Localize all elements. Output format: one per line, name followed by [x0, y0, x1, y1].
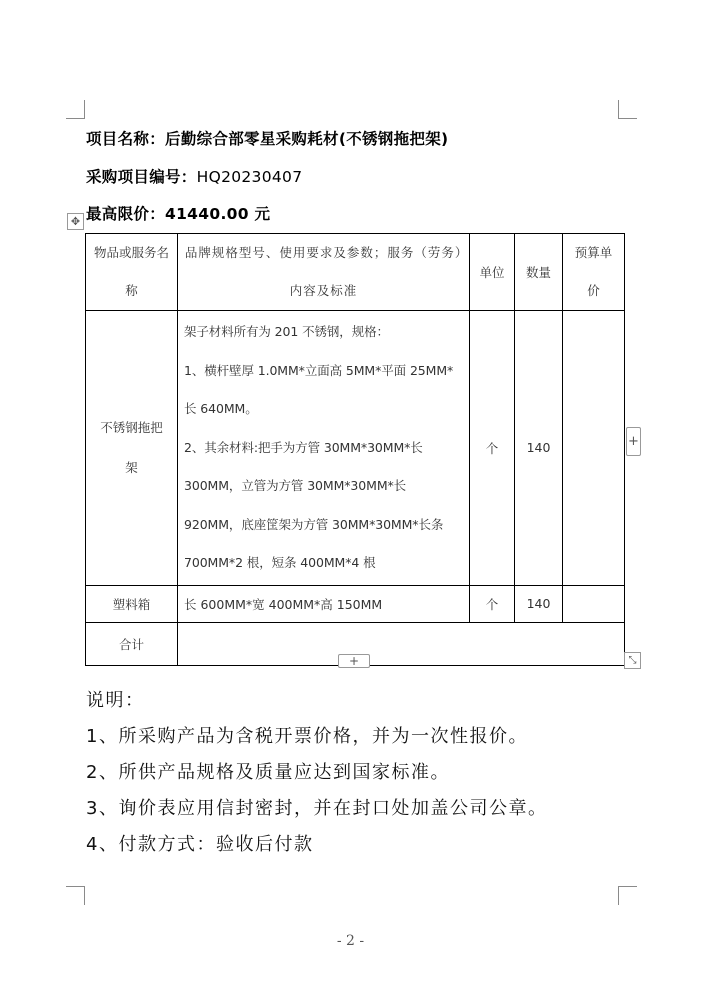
spec-line: 1、横杆壁厚 1.0MM*立面高 5MM*平面 25MM*长 640MM。 [184, 362, 454, 416]
crop-mark-bottom-left [66, 886, 85, 905]
project-number-value: HQ20230407 [196, 168, 303, 186]
crop-mark-top-left [66, 100, 85, 119]
header-qty: 数量 [515, 234, 563, 311]
spec-line: 2、其余材料:把手为方管 30MM*30MM*长 300MM，立管为方管 30MM*30MM*长 920MM，底座筐架为方管 30MM*30MM*长条 700MM*2 根，短条 400MM*4 根 [184, 439, 444, 570]
notes-title: 说明： [86, 690, 145, 711]
header-spec: 品牌规格型号、使用要求及参数；服务（劳务）内容及标准 [178, 234, 470, 311]
project-name-label: 项目名称： [86, 130, 166, 148]
add-column-plus-icon[interactable]: + [626, 427, 641, 456]
project-number-line [86, 165, 302, 187]
notes-section [86, 683, 547, 863]
project-name-line [86, 127, 448, 149]
crop-mark-top-right [618, 100, 637, 119]
total-value [178, 622, 625, 665]
row-item-name: 塑料箱 [86, 585, 178, 622]
row-spec [178, 585, 470, 622]
row-budget [563, 311, 625, 586]
row-unit: 个 [470, 311, 515, 586]
row-unit: 个 [470, 585, 515, 622]
header-unit: 单位 [470, 234, 515, 311]
page-number: - 2 - [336, 933, 365, 949]
table-row [86, 311, 625, 586]
table-header-row [86, 234, 625, 311]
procurement-table [85, 233, 625, 666]
table-resize-icon[interactable]: ⤡ [624, 652, 641, 669]
project-number-label: 采购项目编号： [86, 168, 197, 186]
max-price-label: 最高限价： [86, 205, 166, 223]
project-name-value: 后勤综合部零星采购耗材(不锈钢拖把架) [165, 130, 449, 148]
header-item: 物品或服务名称 [86, 234, 178, 311]
note-item: 1、所采购产品为含税开票价格，并为一次性报价。 [86, 726, 528, 747]
note-item: 4、付款方式：验收后付款 [86, 834, 314, 855]
row-qty: 140 [515, 585, 563, 622]
note-item: 3、询价表应用信封密封，并在封口处加盖公司公章。 [86, 798, 548, 819]
add-row-plus-icon[interactable]: + [338, 654, 370, 668]
spec-line: 长 600MM*宽 400MM*高 150MM [184, 596, 383, 612]
row-item-name: 不锈钢拖把架 [86, 311, 178, 586]
table-row [86, 585, 625, 622]
row-budget [563, 585, 625, 622]
table-move-icon[interactable]: ✥ [67, 213, 84, 230]
row-spec [178, 311, 470, 586]
note-item: 2、所供产品规格及质量应达到国家标准。 [86, 762, 450, 783]
row-qty: 140 [515, 311, 563, 586]
max-price-line [86, 202, 270, 224]
total-label: 合计 [86, 622, 178, 665]
header-budget: 预算单价 [563, 234, 625, 311]
crop-mark-bottom-right [618, 886, 637, 905]
spec-line: 架子材料所有为 201 不锈钢，规格： [184, 324, 389, 339]
max-price-value: 41440.00 元 [165, 205, 271, 223]
